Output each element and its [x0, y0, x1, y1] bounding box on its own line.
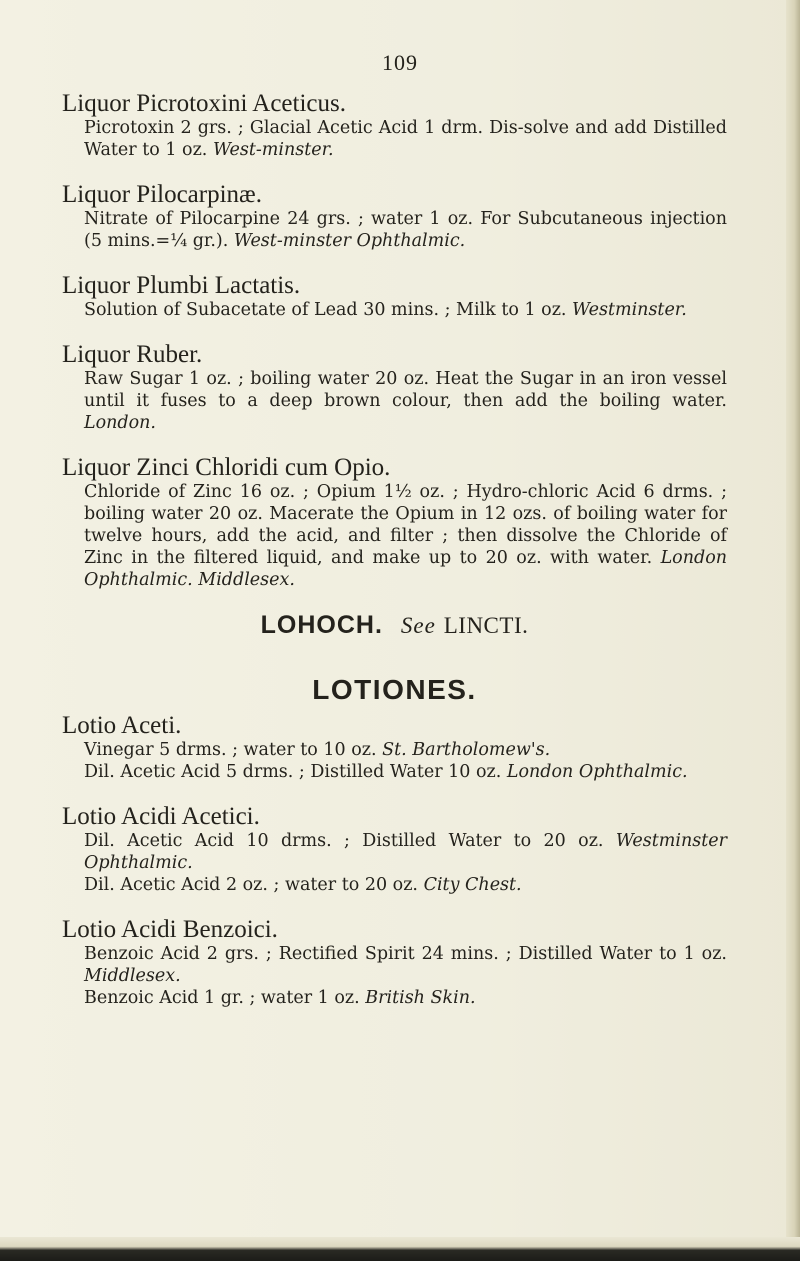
recipe-source: West-minster Ophthalmic.: [233, 231, 466, 251]
recipe-source: London Ophthalmic. Middlesex.: [84, 548, 727, 590]
recipe-source: London.: [84, 413, 156, 433]
recipe-text: Dil. Acetic Acid 10 drms. ; Distilled Water to 20 oz.: [84, 831, 616, 851]
recipe-source: Westminster Ophthalmic.: [84, 831, 727, 873]
entry-headword: Liquor Plumbi Lactatis.: [62, 272, 301, 299]
entry-headword: Lotio Acidi Acetici.: [62, 803, 260, 830]
entry-headword: Lotio Acidi Benzoici.: [62, 916, 278, 943]
formula-entry: [62, 341, 727, 434]
entry-recipe: [84, 761, 727, 783]
entry-recipe: [84, 481, 727, 591]
entry-recipe: [84, 208, 727, 252]
entry-headword: Liquor Pilocarpinæ.: [62, 181, 262, 208]
entry-recipe: [84, 874, 727, 896]
entries-bottom: [62, 712, 727, 1009]
recipe-source: St. Bartholomew's.: [382, 740, 551, 760]
entry-recipe: [84, 987, 727, 1009]
formula-entry: [62, 916, 727, 1009]
page-edge-bottom: [0, 1237, 800, 1261]
entry-recipe: [84, 739, 727, 761]
recipe-text: Picrotoxin 2 grs. ; Glacial Acetic Acid 1 drm. Dis-solve and add Distilled Water to 1 oz.: [84, 118, 727, 160]
recipe-text: Dil. Acetic Acid 2 oz. ; water to 20 oz.: [84, 875, 424, 895]
entry-headword: Liquor Ruber.: [62, 341, 203, 368]
formula-entry: [62, 712, 727, 783]
formula-entry: [62, 454, 727, 591]
entry-headword: Liquor Zinci Chloridi cum Opio.: [62, 454, 391, 481]
formula-entry: [62, 272, 727, 321]
entry-headword: Liquor Picrotoxini Aceticus.: [62, 90, 346, 117]
page-content: [62, 90, 727, 1029]
recipe-text: Solution of Subacetate of Lead 30 mins. ; Milk to 1 oz.: [84, 300, 573, 320]
recipe-text: Dil. Acetic Acid 5 drms. ; Distilled Water 10 oz.: [84, 762, 507, 782]
recipe-source: City Chest.: [423, 875, 522, 895]
entry-recipe: [84, 299, 727, 321]
recipe-text: Raw Sugar 1 oz. ; boiling water 20 oz. Heat the Sugar in an iron vessel until it fuses to a deep brown colour, then add the boiling water.: [84, 369, 727, 411]
recipe-source: Middlesex.: [84, 966, 181, 986]
entry-recipe: [84, 117, 727, 161]
entry-recipe: [84, 943, 727, 987]
recipe-text: Chloride of Zinc 16 oz. ; Opium 1½ oz. ; Hydro-chloric Acid 6 drms. ; boiling water 20 oz. Macerate the Opium in 12 ozs. of boiling water for twelve hours, add the acid, and filter ; then dissolve the Chloride of Zinc in the filtered liquid, and make up to 20 oz. with water.: [84, 482, 727, 568]
entries-top: [62, 90, 727, 591]
formula-entry: [62, 90, 727, 161]
formula-entry: [62, 181, 727, 252]
page-edge-right: [786, 0, 800, 1261]
entry-recipe: [84, 830, 727, 874]
recipe-text: Nitrate of Pilocarpine 24 grs. ; water 1 oz. For Subcutaneous injection (5 mins.=¼ gr.).: [84, 209, 727, 251]
recipe-source: Westminster.: [572, 300, 687, 320]
recipe-source: London Ophthalmic.: [506, 762, 688, 782]
see-label: See: [400, 613, 436, 638]
entry-headword: Lotio Aceti.: [62, 712, 182, 739]
formula-entry: [62, 803, 727, 896]
page-number: 109: [382, 50, 418, 75]
recipe-text: Benzoic Acid 2 grs. ; Rectified Spirit 24 mins. ; Distilled Water to 1 oz.: [84, 944, 727, 964]
recipe-text: Benzoic Acid 1 gr. ; water 1 oz.: [84, 988, 366, 1008]
lohoch-title: LOHOCH.: [260, 611, 383, 639]
lotiones-title: LOTIONES.: [312, 674, 477, 705]
recipe-source: British Skin.: [365, 988, 476, 1008]
recipe-text: Vinegar 5 drms. ; water to 10 oz.: [84, 740, 383, 760]
recipe-source: West-minster.: [212, 140, 334, 160]
entry-recipe: [84, 368, 727, 434]
lohoch-cross-reference: [62, 611, 727, 640]
see-reference: LINCTI.: [443, 613, 529, 638]
